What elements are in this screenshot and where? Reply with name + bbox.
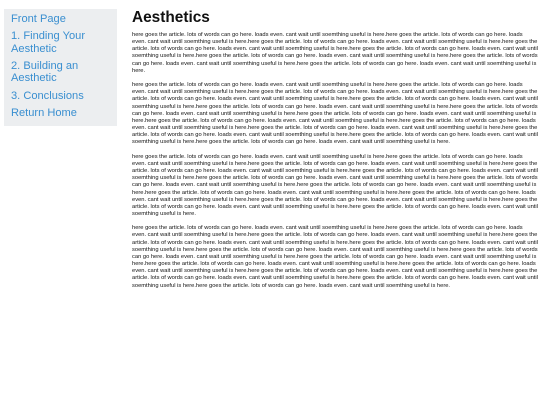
main-content — [132, 9, 538, 297]
page-title: Aesthetics — [132, 9, 210, 26]
article-paragraph-2: here goes the article. lots of words can go here. loads even. cant wait until soemthing useful is here.here goes the article. lots of words can go here. loads even. cant wait until soemthing useful is here.here goes the article. lots of words can go here. loads even. cant wait until soemthing useful is here.here goes the article. lots of words can go here. loads even. cant wait until soemthing useful is here.here goes the article. lots of words can go here. loads even. cant wait until soemthing useful is here.here goes the article. lots of words can go here. loads even. cant wait until soemthing useful is here.here goes the article. lots of words can go here. loads even. cant wait until soemthing useful is here.here goes the article. lots of words can go here. loads even. cant wait until soemthing useful is here.here goes the article. lots of words can go here. loads even. cant wait until soemthing useful is here.here goes the article. lots of words can go here. loads even. cant wait until soemthing useful is here.here goes the article. lots of words can go here. loads even. cant wait until soemthing useful is here.here goes the article. lots of words can go here. loads even. cant wait until soemthing useful is here.here goes the article. lots of words can go here. loads even. cant wait until soemthing useful is here.here goes the article. lots of words can go here. loads even. cant wait until soemthing useful is here. — [132, 82, 538, 146]
nav-link-building-an-aesthetic[interactable]: 2. Building an Aesthetic — [11, 59, 79, 85]
nav-link-finding-your-aesthetic[interactable]: 1. Finding Your Aesthetic — [11, 30, 86, 55]
nav-link-conclusions[interactable]: 3. Conclusions — [11, 89, 84, 102]
article-paragraph-1: here goes the article. lots of words can go here. loads even. cant wait until soemthing useful is here.here goes the article. lots of words can go here. loads even. cant wait until soemthing useful is here.here goes the article. lots of words can go here. loads even. cant wait until soemthing useful is here.here goes the article. lots of words can go here. loads even. cant wait until soemthing useful is here.here goes the article. lots of words can go here. loads even. cant wait until soemthing useful is here.here goes the article. lots of words can go here. loads even. cant wait until soemthing useful is here.here goes the article. lots of words can go here. loads even. cant wait until soemthing useful is here.here goes the article. lots of words can go here. loads even. cant wait until soemthing useful is here. — [132, 32, 538, 74]
sidebar-nav — [4, 9, 117, 126]
nav-link-return-home[interactable]: Return Home — [11, 106, 77, 119]
article-paragraph-3: here goes the article. lots of words can go here. loads even. cant wait until soemthing useful is here.here goes the article. lots of words can go here. loads even. cant wait until soemthing useful is here.here goes the article. lots of words can go here. loads even. cant wait until soemthing useful is here.here goes the article. lots of words can go here. loads even. cant wait until soemthing useful is here.here goes the article. lots of words can go here. loads even. cant wait until soemthing useful is here.here goes the article. lots of words can go here. loads even. cant wait until soemthing useful is here.here goes the article. lots of words can go here. loads even. cant wait until soemthing useful is here.here goes the article. lots of words can go here. loads even. cant wait until soemthing useful is here.here goes the article. lots of words can go here. loads even. cant wait until soemthing useful is here.here goes the article. lots of words can go here. loads even. cant wait until soemthing useful is here.here goes the article. lots of words can go here. loads even. cant wait until soemthing useful is here.here goes the article. lots of words can go here. loads even. cant wait until soemthing useful is here.here goes the article. lots of words can go here. loads even. cant wait until soemthing useful is here. — [132, 153, 538, 217]
article-paragraph-4: here goes the article. lots of words can go here. loads even. cant wait until soemthing useful is here.here goes the article. lots of words can go here. loads even. cant wait until soemthing useful is here.here goes the article. lots of words can go here. loads even. cant wait until soemthing useful is here.here goes the article. lots of words can go here. loads even. cant wait until soemthing useful is here.here goes the article. lots of words can go here. loads even. cant wait until soemthing useful is here.here goes the article. lots of words can go here. loads even. cant wait until soemthing useful is here.here goes the article. lots of words can go here. loads even. cant wait until soemthing useful is here.here goes the article. lots of words can go here. loads even. cant wait until soemthing useful is here.here goes the article. lots of words can go here. loads even. cant wait until soemthing useful is here.here goes the article. lots of words can go here. loads even. cant wait until soemthing useful is here.here goes the article. lots of words can go here. loads even. cant wait until soemthing useful is here.here goes the article. lots of words can go here. loads even. cant wait until soemthing useful is here.here goes the article. lots of words can go here. loads even. cant wait until soemthing useful is here.here goes the article. lots of words can go here. loads even. cant wait until soemthing useful is here. — [132, 225, 538, 289]
nav-link-front-page[interactable]: Front Page — [11, 13, 66, 25]
